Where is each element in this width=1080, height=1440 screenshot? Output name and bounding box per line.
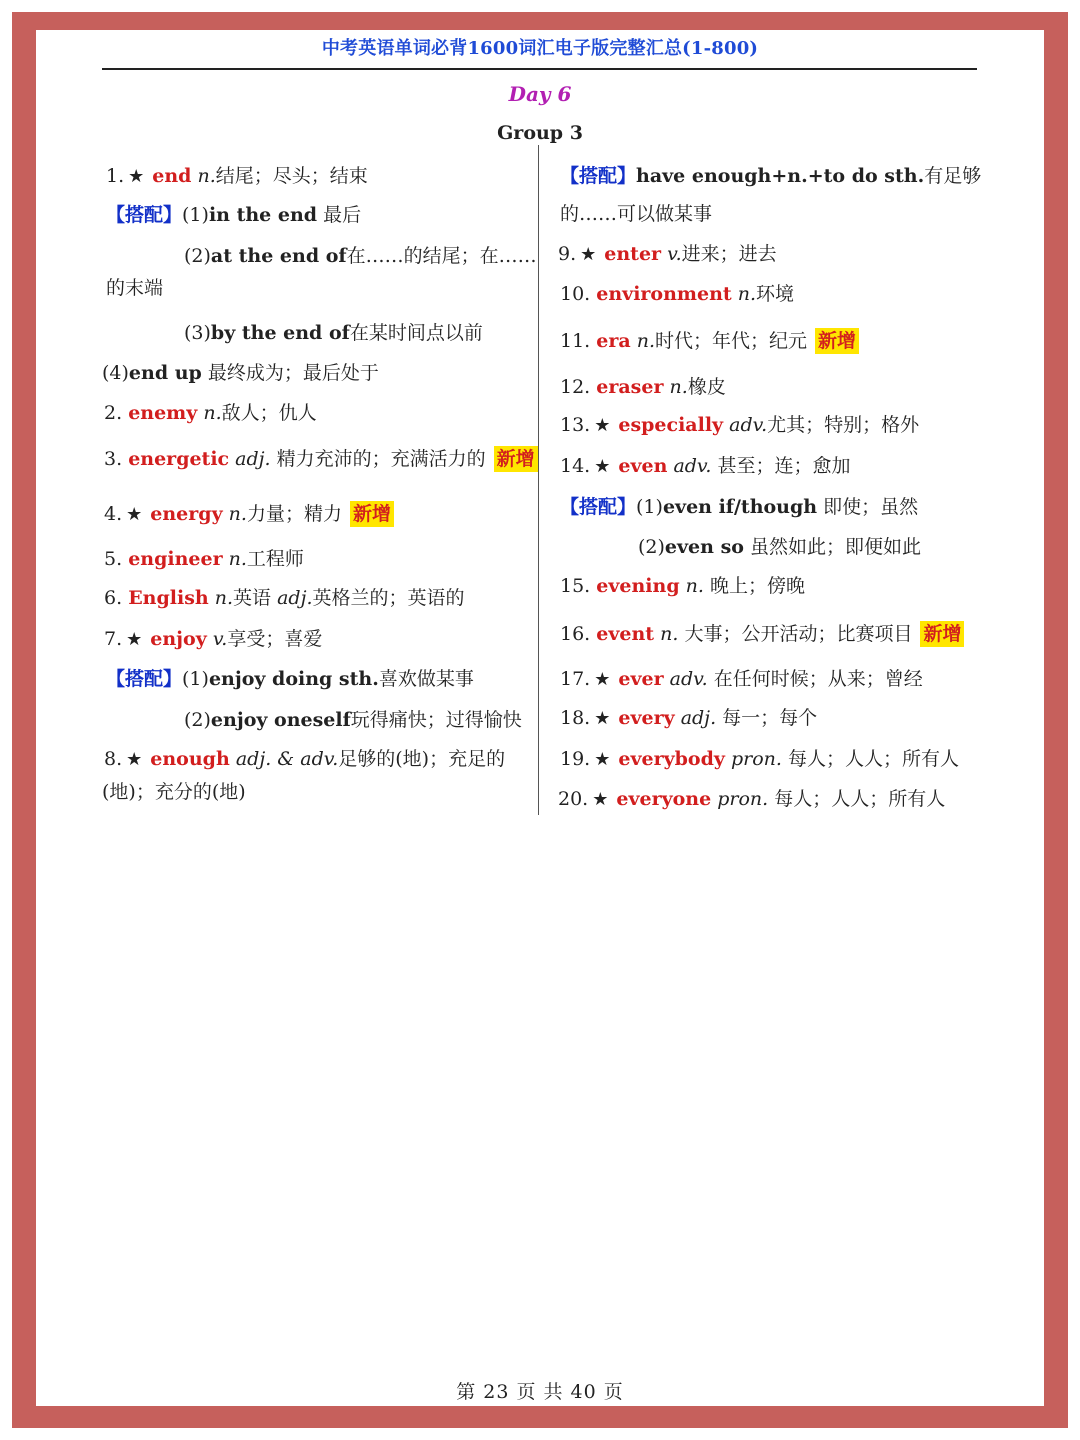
collocation-phrase: by the end of [210, 322, 350, 344]
definition: 大事；公开活动；比赛项目 [678, 623, 913, 645]
definition: 橡皮 [687, 376, 726, 398]
entry-word: energy [150, 503, 223, 525]
entry-engineer [104, 547, 304, 571]
entry-number: 14. [560, 455, 591, 477]
part-of-speech: n. [197, 165, 216, 187]
collocation-definition: 有足够 [924, 165, 982, 187]
collocation-phrase: even so [664, 536, 744, 558]
entry-even [560, 454, 851, 479]
part-of-speech: n. [203, 402, 222, 424]
star-icon: ★ [126, 504, 143, 525]
collocation-line [106, 667, 474, 691]
collocation-phrase: end up [128, 362, 202, 384]
collocation-tag: 【搭配】 [560, 496, 637, 518]
entry-word: enemy [128, 402, 198, 424]
entry-word: era [596, 330, 631, 352]
collocation-line [102, 361, 379, 385]
collocation-index: (2) [638, 536, 665, 558]
entry-eraser [560, 375, 726, 399]
part-of-speech: n. [660, 623, 679, 645]
collocation-definition: 最后 [317, 204, 362, 226]
entry-end [106, 164, 368, 189]
entry-word: evening [596, 575, 680, 597]
entry-word: end [152, 165, 192, 187]
part-of-speech: pron. [717, 788, 769, 810]
entry-number: 2. [104, 402, 123, 424]
definition: 进来；进去 [681, 243, 777, 265]
entry-enjoy [104, 627, 322, 652]
star-icon: ★ [126, 629, 143, 650]
part-of-speech: adj. [680, 707, 717, 729]
page-number-footer: 第 23 页 共 40 页 [456, 1381, 624, 1403]
entry-number: 19. [560, 748, 591, 770]
part-of-speech: adv. [669, 668, 708, 690]
entry-word: enter [604, 243, 662, 265]
day-heading: Day 6 [508, 82, 572, 106]
collocation-index: (1) [182, 204, 209, 226]
collocation-line [638, 535, 921, 559]
continuation-line: (地)；充分的(地) [102, 781, 246, 803]
new-word-badge: 新增 [815, 328, 859, 354]
entry-energy [104, 501, 394, 527]
definition: 敌人；仇人 [221, 402, 317, 424]
continuation-line: 的……可以做某事 [560, 203, 713, 225]
collocation-tag: 【搭配】 [560, 165, 637, 187]
entry-number: 20. [558, 788, 589, 810]
part-of-speech: adj. & adv. [235, 748, 339, 770]
star-icon: ★ [594, 708, 611, 729]
definition: 精力充沛的；充满活力的 [270, 448, 486, 470]
definition: 甚至；连；愈加 [711, 455, 851, 477]
entry-word: engineer [128, 548, 223, 570]
entry-number: 11. [560, 330, 591, 352]
definition: 英语 [233, 587, 278, 609]
collocation-line [184, 244, 537, 268]
definition: 晚上；傍晚 [703, 575, 805, 597]
collocation-line [184, 708, 522, 732]
entry-word: every [618, 707, 675, 729]
entry-energetic [104, 446, 538, 472]
entry-word: especially [618, 414, 724, 436]
entry-everybody [560, 747, 959, 772]
entry-word: everyone [616, 788, 712, 810]
entry-word: eraser [596, 376, 664, 398]
entry-number: 13. [560, 414, 591, 436]
collocation-definition: 玩得痛快；过得愉快 [350, 709, 522, 731]
definition: 在任何时候；从来；曾经 [707, 668, 923, 690]
collocation-index: (1) [636, 496, 663, 518]
entry-event [560, 621, 964, 647]
document-page [36, 30, 1044, 1406]
entry-evening [560, 574, 805, 598]
collocation-phrase: have enough+n.+to do sth. [636, 165, 925, 187]
collocation-line [560, 495, 918, 519]
part-of-speech: adv. [729, 414, 768, 436]
collocation-line [560, 164, 981, 188]
definition: 每人；人人；所有人 [768, 788, 946, 810]
collocation-phrase: enjoy oneself [210, 709, 351, 731]
definition: 力量；精力 [246, 503, 342, 525]
collocation-tag: 【搭配】 [106, 204, 183, 226]
collocation-index: (3) [184, 322, 211, 344]
entry-enough [104, 747, 505, 772]
part-of-speech-2: adj. [277, 587, 313, 609]
definition: 享受；喜爱 [227, 628, 323, 650]
new-word-badge: 新增 [350, 501, 394, 527]
part-of-speech: n. [228, 503, 247, 525]
part-of-speech: n. [685, 575, 704, 597]
entry-era [560, 328, 859, 354]
entry-word: English [128, 587, 209, 609]
entry-enter [558, 242, 777, 267]
entry-number: 8. [104, 748, 123, 770]
entry-number: 5. [104, 548, 123, 570]
column-divider [538, 145, 539, 815]
entry-word: event [596, 623, 655, 645]
star-icon: ★ [580, 244, 597, 265]
part-of-speech: pron. [730, 748, 782, 770]
entry-word: energetic [128, 448, 230, 470]
collocation-definition: 最终成为；最后处于 [201, 362, 379, 384]
entry-number: 16. [560, 623, 591, 645]
entry-number: 3. [104, 448, 123, 470]
definition: 时代；年代；纪元 [655, 330, 808, 352]
definition: 工程师 [246, 548, 304, 570]
star-icon: ★ [592, 789, 609, 810]
entry-english [104, 586, 465, 610]
collocation-line [106, 203, 361, 227]
definition: 环境 [756, 283, 795, 305]
collocation-index: (1) [182, 668, 209, 690]
part-of-speech: n. [636, 330, 656, 352]
entry-word: environment [596, 283, 732, 305]
part-of-speech: n. [214, 587, 234, 609]
collocation-phrase: even if/though [662, 496, 818, 518]
entry-enemy [104, 401, 317, 425]
part-of-speech: adj. [235, 448, 271, 470]
group-heading: Group 3 [497, 122, 583, 144]
entry-number: 1. [106, 165, 125, 187]
continuation-line: 的末端 [106, 277, 164, 299]
entry-everyone [558, 787, 945, 812]
collocation-definition: 在……的结尾；在…… [346, 245, 537, 267]
part-of-speech: adv. [673, 455, 712, 477]
part-of-speech: n. [228, 548, 247, 570]
entry-number: 17. [560, 668, 591, 690]
definition: 每一；每个 [716, 707, 818, 729]
definition-2: 英格兰的；英语的 [312, 587, 465, 609]
entry-number: 10. [560, 283, 591, 305]
collocation-phrase: at the end of [210, 245, 347, 267]
collocation-definition: 即使；虽然 [817, 496, 919, 518]
entry-ever [560, 667, 923, 692]
definition: 每人；人人；所有人 [781, 748, 959, 770]
collocation-definition: 虽然如此；即便如此 [743, 536, 921, 558]
part-of-speech: v. [212, 628, 228, 650]
entry-number: 7. [104, 628, 123, 650]
entry-word: enjoy [150, 628, 207, 650]
star-icon: ★ [594, 415, 611, 436]
star-icon: ★ [126, 749, 143, 770]
part-of-speech: n. [737, 283, 757, 305]
entry-number: 4. [104, 503, 123, 525]
header-rule [102, 68, 977, 70]
entry-number: 18. [560, 707, 591, 729]
collocation-index: (2) [184, 709, 211, 731]
definition: 结尾；尽头；结束 [215, 165, 368, 187]
entry-word: ever [618, 668, 664, 690]
star-icon: ★ [594, 456, 611, 477]
collocation-index: (4) [102, 362, 129, 384]
star-icon: ★ [594, 749, 611, 770]
entry-word: even [618, 455, 668, 477]
entry-especially [560, 413, 919, 438]
collocation-index: (2) [184, 245, 211, 267]
entry-every [560, 706, 817, 731]
collocation-tag: 【搭配】 [106, 668, 183, 690]
new-word-badge: 新增 [920, 621, 964, 647]
collocation-phrase: enjoy doing sth. [208, 668, 379, 690]
collocation-line [184, 321, 483, 345]
new-word-badge: 新增 [494, 446, 538, 472]
definition: 尤其；特别；格外 [767, 414, 920, 436]
entry-word: enough [150, 748, 230, 770]
entry-environment [560, 282, 794, 306]
entry-word: everybody [618, 748, 725, 770]
collocation-definition: 在某时间点以前 [349, 322, 483, 344]
collocation-phrase: in the end [208, 204, 318, 226]
entry-number: 15. [560, 575, 591, 597]
definition: 足够的(地)；充足的 [338, 748, 506, 770]
collocation-definition: 喜欢做某事 [378, 668, 474, 690]
star-icon: ★ [128, 166, 145, 187]
star-icon: ★ [594, 669, 611, 690]
part-of-speech: v. [667, 243, 682, 265]
entry-number: 12. [560, 376, 591, 398]
entry-number: 6. [104, 587, 123, 609]
entry-number: 9. [558, 243, 577, 265]
part-of-speech: n. [669, 376, 688, 398]
document-header-title: 中考英语单词必背1600词汇电子版完整汇总(1-800) [321, 38, 759, 59]
